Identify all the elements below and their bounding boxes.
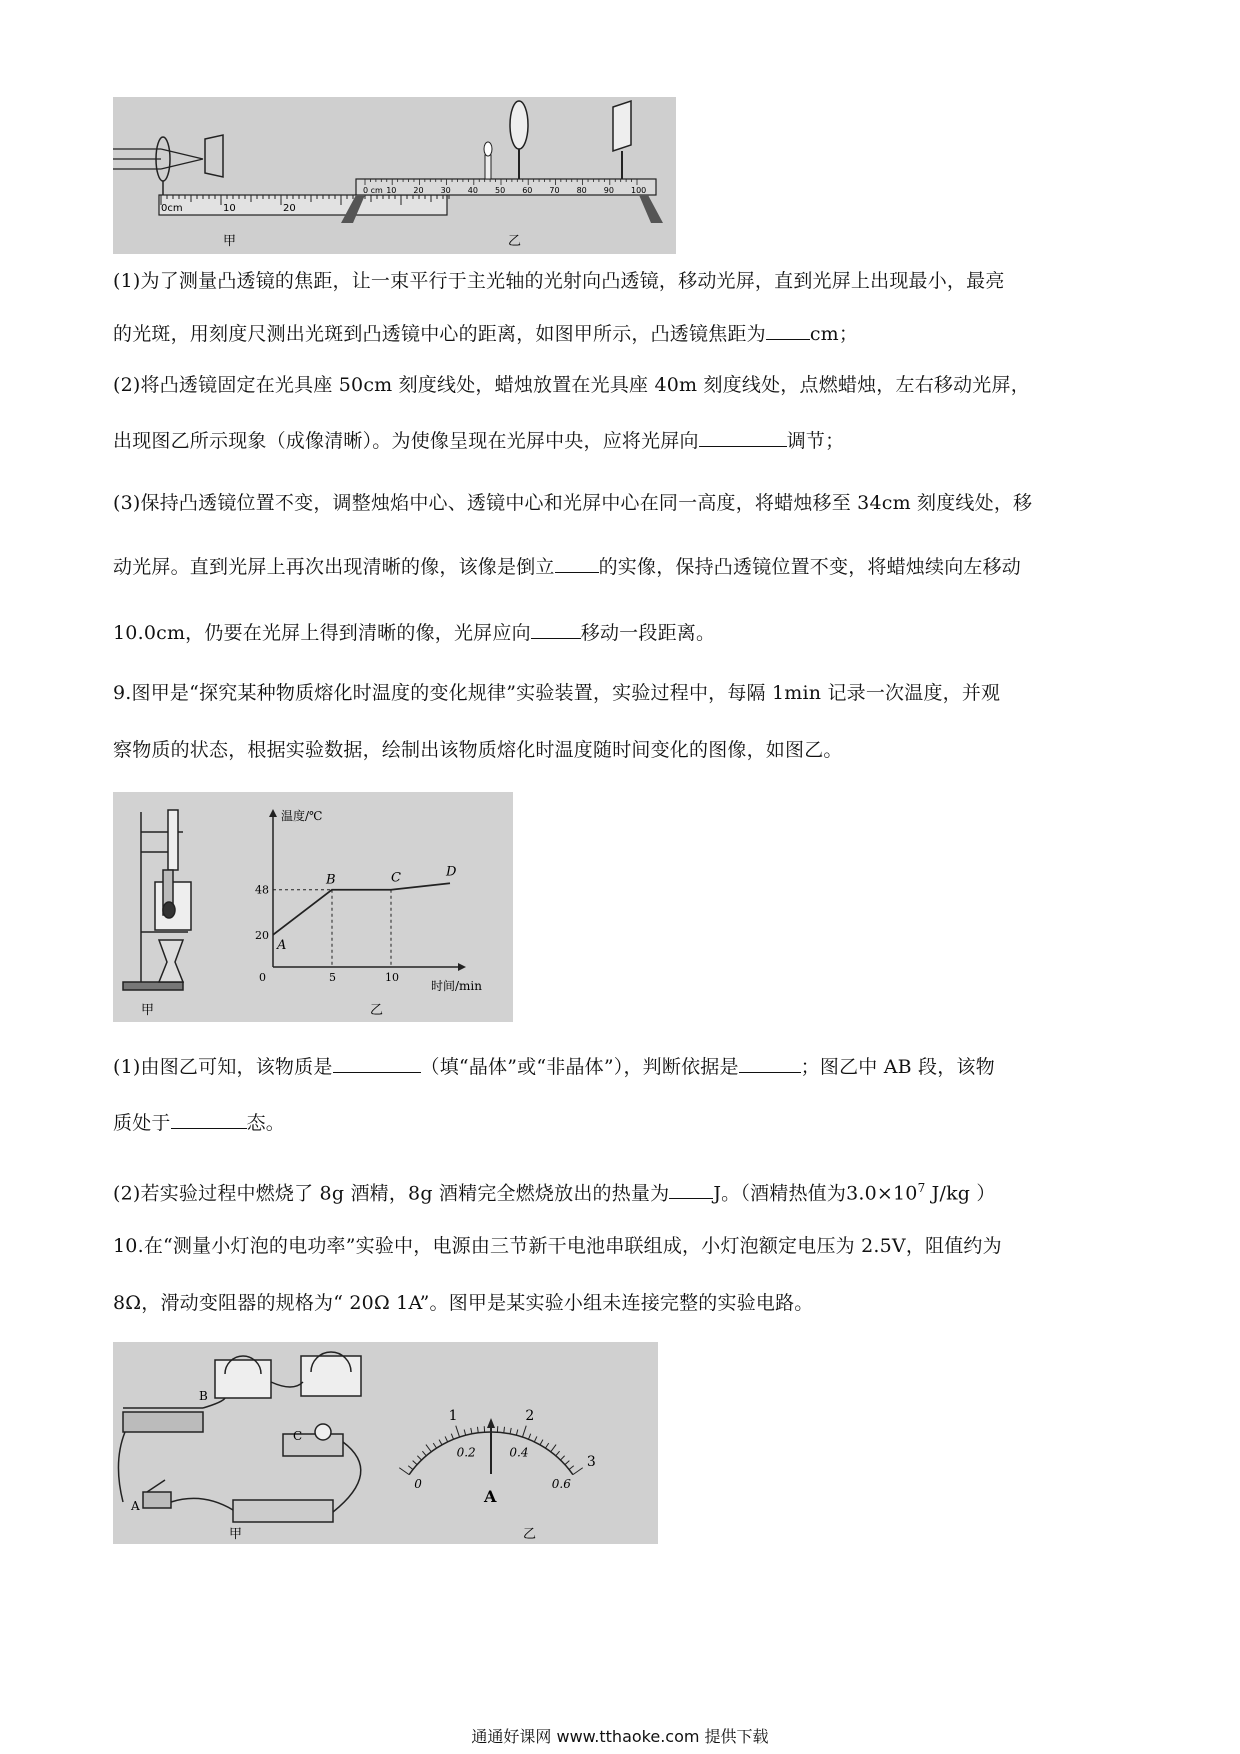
q8-part3-text2: 10.0cm，仍要在光屏上得到清晰的像，光屏应向	[113, 622, 531, 644]
q9-stem-line1: 9.图甲是“探究某种物质熔化时温度的变化规律”实验装置，实验过程中，每隔 1min 记录一次温度，并观	[113, 682, 1001, 704]
q8-part2-line2	[113, 428, 1133, 454]
dial-upper-label-1: 1	[448, 1408, 458, 1425]
q8-answer-blank-focal-length[interactable]	[766, 321, 810, 340]
q9-part1-line2	[113, 1110, 1133, 1136]
q8-part1-text: 的光斑，用刻度尺测出光斑到凸透镜中心的距离，如图甲所示，凸透镜焦距为	[113, 323, 766, 345]
q9-part2-text: (2)若实验过程中燃烧了 8g 酒精，8g 酒精完全燃烧放出的热量为	[113, 1182, 670, 1205]
q9-part1-text: (1)由图乙可知，该物质是	[113, 1056, 333, 1078]
ammeter-symbol: A	[484, 1487, 497, 1506]
dial-lower-label-0.2: 0.2	[456, 1445, 476, 1460]
bench-label-40: 40	[467, 186, 478, 195]
q9-part1-mid1: （填“晶体”或“非晶体”），判断依据是	[420, 1056, 739, 1078]
q8-part3-line3	[113, 620, 1133, 646]
bench-label-100: 100	[631, 186, 647, 195]
q9-part2-mid: J。（酒精热值为	[713, 1182, 847, 1205]
q8-part3-line2	[113, 554, 1133, 580]
q9-heat-value: 3.0×10	[846, 1182, 918, 1205]
ruler-jia-start: 0cm	[161, 203, 183, 214]
dial-lower-label-0.4: 0.4	[509, 1445, 529, 1460]
dial-upper-label-2: 2	[525, 1408, 535, 1425]
bench-label-50: 50	[495, 186, 506, 195]
q9-part1-line1	[113, 1054, 1133, 1080]
q8-part2-end: 调节；	[786, 430, 845, 452]
dial-upper-label-3: 3	[586, 1454, 596, 1471]
figure-label-yi: 乙	[508, 234, 522, 249]
y-axis-label: 温度/℃	[281, 809, 323, 823]
figure-label-yi: 乙	[370, 1003, 384, 1018]
bench-label-10: 10	[386, 186, 397, 195]
q8-answer-blank-image-size[interactable]	[555, 554, 599, 573]
point-label-B: B	[326, 872, 336, 888]
q9-stem-line2: 察物质的状态，根据实验数据，绘制出该物质熔化时温度随时间变化的图像，如图乙。	[113, 739, 843, 761]
dial-lower-label-0: 0	[414, 1476, 422, 1491]
q8-part1-line1: (1)为了测量凸透镜的焦距，让一束平行于主光轴的光射向凸透镜，移动光屏，直到光屏上出现最小，最亮	[113, 270, 1005, 292]
circuit-label-b: B	[199, 1389, 208, 1403]
q9-answer-blank-state[interactable]	[171, 1110, 247, 1129]
y-tick-20: 20	[255, 928, 269, 942]
q9-answer-blank-reason[interactable]	[739, 1054, 801, 1073]
circuit-label-c: C	[293, 1429, 303, 1443]
q8-part3-text: 动光屏。直到光屏上再次出现清晰的像，该像是倒立	[113, 556, 555, 578]
bench-label-30: 30	[440, 186, 451, 195]
bench-label-90: 90	[603, 186, 614, 195]
q8-answer-blank-move-direction[interactable]	[531, 620, 581, 639]
bench-label-0: 0 cm	[363, 186, 383, 195]
q9-part1-end: 态。	[246, 1112, 286, 1134]
q9-part1-mid2: ；图乙中 AB 段，该物	[800, 1056, 995, 1078]
bench-label-80: 80	[576, 186, 587, 195]
x-tick-0: 0	[259, 971, 266, 984]
q9-part1-text2: 质处于	[113, 1112, 171, 1134]
q9-heat-unit: J/kg ）	[925, 1182, 996, 1205]
q10-stem-line1: 10.在“测量小灯泡的电功率”实验中，电源由三节新干电池串联组成，小灯泡额定电压为 2.5V，阻值约为	[113, 1235, 1002, 1257]
q8-part2-line1: (2)将凸透镜固定在光具座 50cm 刻度线处，蜡烛放置在光具座 40m 刻度线处，点燃蜡烛，左右移动光屏，	[113, 374, 1030, 396]
circuit-label-a: A	[131, 1499, 140, 1513]
melting-experiment-figure	[113, 792, 513, 1022]
ruler-jia-tick-20: 20	[283, 203, 296, 214]
q8-part3-end: 移动一段距离。	[580, 622, 716, 644]
dial-lower-label-0.6: 0.6	[551, 1476, 571, 1491]
x-axis-label: 时间/min	[431, 979, 482, 993]
q9-answer-blank-substance-type[interactable]	[333, 1054, 421, 1073]
bench-label-70: 70	[549, 186, 560, 195]
circuit-figure	[113, 1342, 658, 1544]
bench-label-20: 20	[413, 186, 424, 195]
figure-label-jia: 甲	[229, 1527, 243, 1542]
q8-part3-line1: (3)保持凸透镜位置不变，调整烛焰中心、透镜中心和光屏中心在同一高度，将蜡烛移至 34cm 刻度线处，移	[113, 492, 1033, 514]
x-tick-10: 10	[385, 971, 399, 984]
figure-label-jia: 甲	[141, 1003, 155, 1018]
figure-label-jia: 甲	[223, 234, 237, 249]
page-footer: 通通好课网 www.tthaoke.com 提供下载	[471, 1727, 769, 1746]
bench-label-60: 60	[522, 186, 533, 195]
ruler-jia-tick-10: 10	[223, 203, 236, 214]
point-label-A: A	[277, 937, 287, 953]
q8-answer-blank-screen-direction[interactable]	[699, 428, 787, 447]
y-tick-48: 48	[255, 883, 269, 897]
figure-label-yi: 乙	[523, 1527, 537, 1542]
q8-part1-line2	[113, 321, 1133, 347]
q8-part3-mid: 的实像，保持凸透镜位置不变，将蜡烛续向左移动	[598, 556, 1022, 578]
q9-part2-line	[113, 1175, 1133, 1206]
optics-bench-figure	[113, 97, 676, 254]
point-label-C: C	[391, 870, 401, 886]
q8-part2-text: 出现图乙所示现象（成像清晰）。为使像呈现在光屏中央，应将光屏向	[113, 430, 699, 452]
q8-part1-unit: cm；	[809, 323, 859, 345]
q9-heat-exponent: 7	[917, 1181, 926, 1195]
point-label-D: D	[446, 864, 457, 880]
q9-answer-blank-heat[interactable]	[669, 1180, 713, 1199]
q10-stem-line2: 8Ω，滑动变阻器的规格为“ 20Ω 1A”。图甲是某实验小组未连接完整的实验电路。	[113, 1292, 814, 1314]
x-tick-5: 5	[329, 971, 336, 984]
